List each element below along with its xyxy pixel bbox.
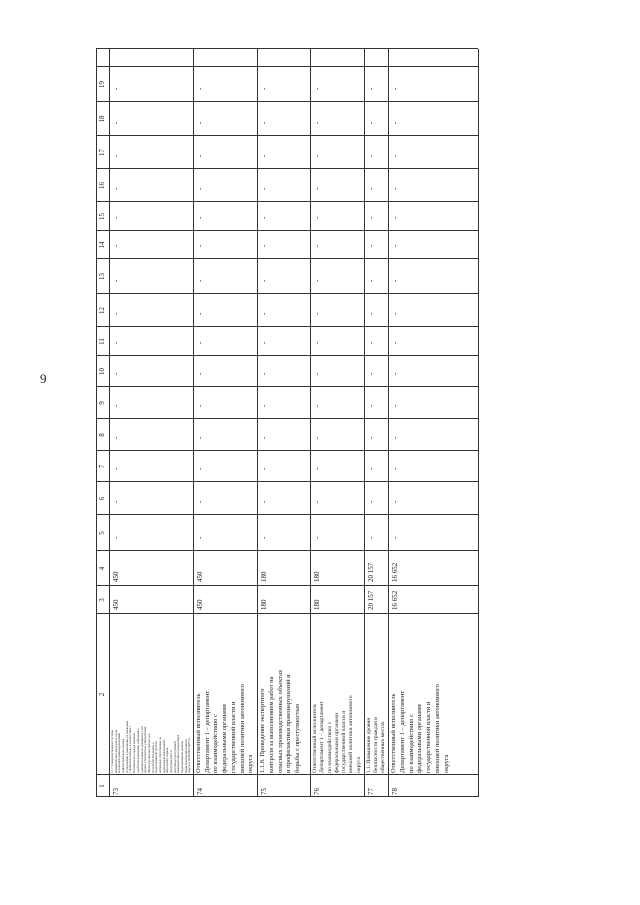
row-divider [364, 49, 365, 797]
empty-cell-dash: - [112, 500, 120, 503]
empty-cell-dash: - [196, 187, 204, 190]
row-divider [478, 49, 479, 797]
empty-cell-dash: - [196, 467, 204, 470]
description-line: общественных местах [380, 721, 386, 773]
empty-cell-dash: - [391, 312, 399, 315]
column-number: 11 [98, 338, 106, 345]
column-divider [96, 418, 478, 419]
empty-cell-dash: - [196, 216, 204, 219]
row-divider [193, 49, 194, 797]
empty-cell-dash: - [112, 87, 120, 90]
empty-cell-dash: - [196, 154, 204, 157]
empty-cell-dash: - [260, 372, 268, 375]
empty-cell-dash: - [391, 467, 399, 470]
row-divider [109, 49, 110, 797]
description-line: безопасности граждан в [373, 717, 379, 773]
description-line: округа [355, 756, 362, 773]
description-line: государственной власти и [425, 701, 433, 773]
empty-cell-dash: - [313, 154, 321, 157]
empty-cell-dash: - [367, 312, 375, 315]
description-line: контроля за выполнением работ на [267, 676, 275, 773]
description-line: 1.1.7. Совершенствование системы [110, 730, 114, 773]
row-description [111, 721, 192, 773]
empty-cell-dash: - [112, 154, 120, 157]
empty-cell-dash: - [260, 154, 268, 157]
column-divider [96, 258, 478, 259]
column-divider [96, 450, 478, 451]
empty-cell-dash: - [367, 87, 375, 90]
empty-cell-dash: - [391, 436, 399, 439]
description-line: борьбы с преступностью [294, 703, 302, 773]
description-line: оружие и боеприпасы, утверждённым [143, 726, 148, 773]
empty-cell-dash: - [196, 312, 204, 315]
empty-cell-dash: - [260, 536, 268, 539]
description-line: Ответственный исполнитель [195, 693, 202, 773]
empty-cell-dash: - [313, 372, 321, 375]
empty-cell-dash: - [367, 372, 375, 375]
row-number: 76 [313, 788, 321, 795]
empty-cell-dash: - [367, 216, 375, 219]
description-line: автоматического контроля за ходом [113, 729, 118, 773]
empty-cell-dash: - [313, 341, 321, 344]
description-line: государственной власти и [229, 701, 237, 773]
empty-cell-dash: - [260, 467, 268, 470]
empty-cell-dash: - [112, 187, 120, 190]
description-line: административного надзора, [121, 738, 126, 773]
column-number: 5 [98, 531, 106, 535]
empty-cell-dash: - [313, 216, 321, 219]
row-number: 77 [367, 788, 375, 795]
empty-cell-dash: - [313, 279, 321, 282]
column-number: 17 [98, 149, 106, 156]
table-border-right [96, 48, 478, 49]
empty-cell-dash: - [391, 536, 399, 539]
empty-cell-dash: - [196, 436, 204, 439]
empty-cell-dash: - [391, 500, 399, 503]
empty-cell-dash: - [367, 500, 375, 503]
column-number: 8 [98, 433, 106, 437]
empty-cell-dash: - [112, 372, 120, 375]
empty-cell-dash: - [112, 244, 120, 247]
column-number: 13 [98, 273, 106, 280]
column-divider [96, 66, 478, 67]
empty-cell-dash: - [196, 87, 204, 90]
column-divider [96, 326, 478, 327]
description-line: по взаимодействию с [326, 721, 333, 773]
value-col-4: 16 652 [391, 562, 399, 582]
empty-cell-dash: - [260, 404, 268, 407]
empty-cell-dash: - [367, 244, 375, 247]
description-line: Ответственный исполнитель [390, 693, 397, 773]
empty-cell-dash: - [313, 467, 321, 470]
empty-cell-dash: - [367, 121, 375, 124]
table-border-top [96, 49, 97, 797]
description-line: с лишением свободы, в соответствии с [128, 725, 133, 773]
description-line: внешней политики автономного [238, 684, 246, 773]
description-line: государственной власти и [341, 710, 348, 773]
description-line: округа [442, 754, 450, 773]
column-number: 14 [98, 241, 106, 249]
empty-cell-dash: - [196, 244, 204, 247]
empty-cell-dash: - [196, 372, 204, 375]
empty-cell-dash: - [112, 536, 120, 539]
description-line: по взаимодействию с [407, 714, 415, 773]
description-line: взаимодействия и координации [176, 734, 181, 773]
empty-cell-dash: - [313, 244, 321, 247]
description-line: осуждёнными к наказаниям, не связанным [124, 721, 129, 773]
column-number: 16 [98, 182, 106, 189]
empty-cell-dash: - [391, 279, 399, 282]
value-col-3: 20 157 [367, 590, 375, 610]
empty-cell-dash: - [260, 312, 268, 315]
column-divider [96, 796, 478, 797]
description-line: федеральными органами [416, 704, 424, 773]
empty-cell-dash: - [391, 121, 399, 124]
empty-cell-dash: - [367, 467, 375, 470]
description-line: Положением о порядке оказания [132, 733, 137, 773]
column-divider [96, 585, 478, 586]
value-col-4: 20 157 [367, 562, 375, 582]
value-col-3: 180 [260, 599, 268, 610]
empty-cell-dash: - [260, 436, 268, 439]
value-col-4: 180 [313, 571, 321, 582]
column-divider [96, 355, 478, 356]
value-col-3: 180 [313, 599, 321, 610]
column-divider [96, 613, 478, 614]
column-number: 9 [98, 401, 106, 405]
empty-cell-dash: - [196, 536, 204, 539]
description-line: федеральными органами [221, 704, 229, 773]
empty-cell-dash: - [112, 467, 120, 470]
column-divider [96, 514, 478, 515]
description-line: Департамент 1 – департамент [319, 701, 326, 773]
empty-cell-dash: - [313, 312, 321, 315]
empty-cell-dash: - [367, 404, 375, 407]
empty-cell-dash: - [391, 187, 399, 190]
empty-cell-dash: - [391, 216, 399, 219]
empty-cell-dash: - [196, 341, 204, 344]
column-divider [96, 293, 478, 294]
description-line: внешней политики автономного [348, 695, 355, 773]
description-line: территориальных органов [180, 741, 185, 773]
description-line: опасных производственных объектах [276, 669, 284, 773]
empty-cell-dash: - [313, 500, 321, 503]
empty-cell-dash: - [260, 121, 268, 124]
row-divider [388, 49, 389, 797]
empty-cell-dash: - [367, 436, 375, 439]
column-number: 18 [98, 115, 106, 123]
empty-cell-dash: - [196, 404, 204, 407]
row-description [259, 670, 303, 773]
description-line: федеральными органами [333, 713, 340, 773]
empty-cell-dash: - [260, 187, 268, 190]
row-number: 78 [391, 788, 399, 795]
value-col-3: 450 [196, 599, 204, 610]
row-number: 73 [112, 788, 120, 795]
empty-cell-dash: - [313, 436, 321, 439]
row-number: 74 [196, 788, 204, 795]
description-line: внешней политики автономного [433, 684, 441, 773]
empty-cell-dash: - [391, 372, 399, 375]
empty-cell-dash: - [196, 279, 204, 282]
row-description [195, 684, 256, 773]
empty-cell-dash: - [367, 154, 375, 157]
description-line: 1.1. Повышение уровня [366, 718, 372, 773]
description-line: Российской Федерации и [150, 742, 155, 773]
row-number: 75 [260, 788, 268, 795]
description-line: и профилактики правонарушений и [285, 674, 293, 773]
column-divider [96, 201, 478, 202]
value-col-4: 450 [112, 571, 120, 582]
empty-cell-dash: - [260, 500, 268, 503]
empty-cell-dash: - [391, 404, 399, 407]
column-divider [96, 168, 478, 169]
column-number: 6 [98, 496, 106, 501]
description-line: 1.1.8. Проведение экспертного [259, 688, 266, 773]
empty-cell-dash: - [313, 404, 321, 407]
description-line: сдающим незаконно хранящееся у них [139, 725, 144, 773]
description-line: Департамент 1 – департамент [398, 690, 406, 773]
description-line: территориальной группой [154, 741, 159, 773]
value-col-3: 450 [112, 599, 120, 610]
empty-cell-dash: - [260, 279, 268, 282]
empty-cell-dash: - [313, 187, 321, 190]
column-number: 1 [98, 784, 106, 788]
empty-cell-dash: - [367, 279, 375, 282]
row-description [312, 695, 363, 773]
rotated-table [96, 49, 478, 797]
column-divider [96, 550, 478, 551]
empty-cell-dash: - [391, 244, 399, 247]
description-line: исполнения правонарушителями [117, 733, 122, 773]
empty-cell-dash: - [112, 341, 120, 344]
empty-cell-dash: - [260, 244, 268, 247]
column-divider [96, 481, 478, 482]
empty-cell-dash: - [313, 87, 321, 90]
column-number: 19 [98, 81, 106, 88]
empty-cell-dash: - [112, 404, 120, 407]
description-line: предупреждение и [169, 750, 173, 773]
description-line: Министерством внутренних дел [146, 733, 151, 773]
description-line: округа [247, 754, 255, 773]
empty-cell-dash: - [260, 87, 268, 90]
row-divider [257, 49, 258, 797]
empty-cell-dash: - [391, 87, 399, 90]
empty-cell-dash: - [112, 216, 120, 219]
description-line: мобильных ответственных за [157, 737, 162, 773]
value-col-3: 16 652 [391, 590, 399, 610]
row-divider [310, 49, 311, 797]
description-line: организацию мероприятий, [161, 739, 166, 773]
description-line: Ответственный исполнитель [312, 703, 318, 773]
empty-cell-dash: - [112, 436, 120, 439]
value-col-4: 450 [196, 571, 204, 582]
column-number: 10 [98, 368, 106, 375]
column-divider [96, 101, 478, 102]
page-number: 9 [40, 371, 47, 386]
column-divider [96, 230, 478, 231]
row-description [366, 717, 387, 773]
empty-cell-dash: - [112, 279, 120, 282]
description-line: Департамент 1 – департамент [203, 690, 211, 773]
column-divider [96, 386, 478, 387]
empty-cell-dash: - [196, 500, 204, 503]
column-number: 2 [98, 692, 106, 697]
column-number: 7 [98, 464, 106, 469]
empty-cell-dash: - [196, 121, 204, 124]
empty-cell-dash: - [391, 341, 399, 344]
description-line: Правительства автономного [183, 738, 188, 773]
value-col-4: 180 [260, 571, 268, 582]
row-description [390, 684, 452, 773]
empty-cell-dash: - [260, 216, 268, 219]
empty-cell-dash: - [260, 341, 268, 344]
description-line: округа от 26.05.2012 №273-п [187, 737, 192, 773]
column-number: 15 [98, 213, 106, 220]
column-number: 4 [98, 566, 106, 571]
empty-cell-dash: - [367, 536, 375, 539]
column-divider [96, 774, 478, 775]
empty-cell-dash: - [367, 187, 375, 190]
empty-cell-dash: - [313, 536, 321, 539]
empty-cell-dash: - [112, 312, 120, 315]
column-number: 3 [98, 598, 106, 602]
column-number: 12 [98, 307, 106, 314]
description-line: обеспечение охраны, [165, 747, 170, 773]
empty-cell-dash: - [391, 154, 399, 157]
empty-cell-dash: - [313, 121, 321, 124]
empty-cell-dash: - [367, 341, 375, 344]
empty-cell-dash: - [112, 121, 120, 124]
description-line: пресечение преступлений, [172, 740, 177, 773]
description-line: по взаимодействию с [212, 714, 220, 773]
column-divider [96, 135, 478, 136]
description-line: содействия гражданам, добровольно [135, 728, 140, 773]
